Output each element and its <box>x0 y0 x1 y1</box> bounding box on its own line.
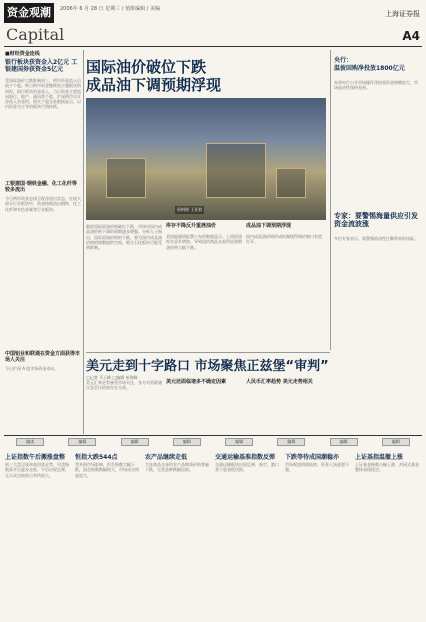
column-divider <box>83 50 84 434</box>
mid-sub-1: 美元还面临诸多不确定因素 <box>166 379 227 385</box>
bottom-body-1: 周三大盘呈现冲高回落走势，早盘指数高开后逐步走低，午后出现反弹，全天成交较前日有所放大。 <box>5 462 69 478</box>
left-body-2: 今日两市资金总体呈现净流出状态，在较大部分行业板块中，资金持续流出钢铁、化工化纤和有色金属等行业板块。 <box>5 196 81 212</box>
main-sub-2: 成品油下调预期浮现 <box>246 223 292 229</box>
main-body: 隔夜国际原油价格破位下跌，市场对国内成品油价格下调的预期逐步增强。分析人士指出，国际原油价格的下跌，将为国内成品油价格的调整提供空间，相关石化板块可能受到影响。 <box>86 224 162 251</box>
nav-item[interactable]: 编辑 <box>68 438 96 446</box>
left-headline: 银行板块获资金入2亿元 工银建国券获资金5亿元 <box>5 59 78 73</box>
left-kicker: ■财经资金连线 <box>5 51 40 57</box>
section-title-en: Capital <box>6 25 65 44</box>
main-headline-line-2: 成品油下调预期浮现 <box>86 76 222 94</box>
right-subheadline: 专家：要警惕海量供应引发资金流波涨 <box>334 212 418 229</box>
nav-item[interactable]: 编读 <box>16 438 44 446</box>
main-body-sub1: 美国能源情报署公布的数据显示，上周原油库存意外增加，导致纽约商品交易所原油期货价格大幅下跌。 <box>166 234 242 250</box>
mid-byline: □记者 马王峰 □编辑 单海峰 <box>86 375 138 380</box>
section-rule <box>86 352 330 353</box>
bottom-body-3: 大连商品交易所农产品期货价格普遍下跌，豆类品种跌幅居前。 <box>145 462 209 473</box>
main-sub-1: 库存不降反升重挫油价 <box>166 223 217 229</box>
nav-item[interactable]: 编辑 <box>330 438 358 446</box>
bottom-title-5: 下跌等待成国潮稳亦 <box>285 454 340 461</box>
bottom-title-6: 上证基指温撤上涨 <box>355 454 404 461</box>
bottom-title-4: 交通运输基准指数反弹 <box>215 454 276 461</box>
main-headline-line-1: 国际油价破位下跌 <box>86 58 207 76</box>
mid-body: 美元汇率走势备受市场关注，各方对美联储议息会议结果存在分歧。 <box>86 380 162 391</box>
section-title-cn: 资金观潮 <box>4 3 54 23</box>
column-divider <box>330 50 331 350</box>
nav-item[interactable]: 编辑 <box>277 438 305 446</box>
nav-rule <box>4 435 422 436</box>
nav-item[interactable]: 编辑 <box>382 438 410 446</box>
bottom-body-2: 受外围市场影响，恒生指数大幅下跌，国企指数跌幅较大，市场成交明显放大。 <box>75 462 139 478</box>
photo-caption: 资料图 王亚伯 <box>177 207 203 212</box>
newspaper-name: 上海证券报 <box>385 10 420 18</box>
bottom-title-1: 上证指数午后搬涨盘整 <box>5 454 66 461</box>
right-body: 本周央行公开市场操作净投放资金规模较大，市场流动性保持充裕。 <box>334 80 418 91</box>
right-headline: 温彼回购净投放1800亿元 <box>334 65 405 72</box>
masthead <box>4 3 422 47</box>
nav-item[interactable]: 编辑 <box>225 438 253 446</box>
bottom-title-2: 恒指大跌544点 <box>75 454 118 461</box>
left-subheadline: 工银建国·钢铁金融、化工化纤等较多流出 <box>5 181 77 193</box>
right-body-2: 多位专家表示，需警惕流动性过剩带来的风险。 <box>334 236 418 241</box>
mid-sub-2: 人民币汇率趋势 美元走势相关 <box>246 379 313 385</box>
mid-headline: 美元走到十字路口 市场聚焦正兹堡“审判” <box>86 359 329 374</box>
left-subheadline-2: 中国铝业和联通在资金方面获得市场人关注 <box>5 351 81 363</box>
bottom-body-5: 市场观望情绪较浓，资金入场意愿不强。 <box>285 462 349 473</box>
bottom-body-4: 交通运输板块出现反弹，航空、港口类个股表现活跃。 <box>215 462 279 473</box>
nav-item[interactable]: 编辑 <box>121 438 149 446</box>
issue-meta: 2006年 6 月 28 日 星期三 / 值班编辑 / 美编 <box>60 6 160 12</box>
oil-rig-photo <box>86 98 326 220</box>
section-nav <box>4 438 422 448</box>
page-number: A4 <box>402 29 420 43</box>
left-body-3: 今日沪深 A 股市场资金动向。 <box>5 366 59 371</box>
bottom-body-6: 上证基金指数小幅上涨，封闭式基金整体表现稳定。 <box>355 462 419 473</box>
main-headline-block <box>86 58 326 94</box>
left-body: 受国际油价大跌影响周三，相对资金流入后较少个股。昨日两市资金继续较主题板块的同时，银行板块资金流入。当日资金主要流向银行、地产、通讯类个股，沪深两市合计净流入资金约。相关个股交易数据显示，以内资金为主导的板块行情持续。 <box>5 78 81 110</box>
main-body-sub2: 国内成品油价格形成机制使得调价窗口有望打开。 <box>246 234 322 245</box>
right-kicker: 央行： <box>334 57 353 64</box>
bottom-title-3: 农产品继续走低 <box>145 454 188 461</box>
nav-item[interactable]: 编辑 <box>173 438 201 446</box>
